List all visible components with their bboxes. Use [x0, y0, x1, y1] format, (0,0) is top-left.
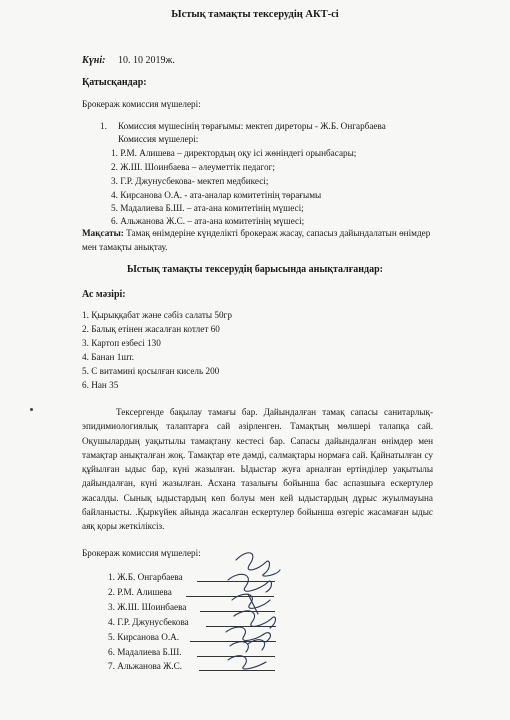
- signatory-name: 3. Ж.Ш. Шоинбаева: [108, 602, 187, 612]
- signature-stroke: [234, 611, 276, 628]
- member-item: 4. Кирсанова О.А. - ата-аналар комитетінің төрағымы: [111, 190, 322, 200]
- signatory-name: 6. Мадалиева Б.Ш.: [108, 647, 182, 657]
- document-title: Ыстық тамақты тексерудің АКТ-сі: [171, 9, 339, 20]
- purpose-text: Тамақ өнімдеріне күнделікті брокераж жасау, сапасыз дайындалатын өнімдер мен тамақты анықтау.: [82, 228, 431, 252]
- signature-stroke: [228, 574, 272, 592]
- signature-stroke: [226, 627, 270, 642]
- purpose-section: [82, 226, 432, 254]
- menu-item: 3. Картоп езбесі 130: [82, 338, 161, 348]
- findings-title: Ыстық тамақты тексерудің барысында анықталғандар:: [126, 264, 383, 275]
- signatory-name: 5. Кирсанова О.А.: [108, 632, 180, 642]
- commission-heading: Брокераж комиссия мүшелері:: [82, 99, 201, 109]
- member-item: 1. Р.М. Алишева – директордың оқу ісі жөніндегі орынбасары;: [111, 148, 357, 158]
- sign-heading: Брокераж комиссия мүшелері:: [82, 548, 201, 558]
- signature-stroke: [236, 553, 280, 576]
- signatory-name: 7. Альжанова Ж.С.: [108, 661, 183, 671]
- member-item: 2. Ж.Ш. Шоинбаева – әлеуметтік педагог;: [111, 162, 275, 172]
- members-heading: Комиссия мүшелері:: [118, 134, 199, 144]
- menu-item: 4. Банан 1шт.: [82, 352, 135, 362]
- signatory-name: 1. Ж.Б. Онгарбаева: [108, 572, 183, 582]
- menu-label: Ас мәзірі:: [82, 289, 126, 300]
- findings-paragraph: Тексергенде бақылау тамағы бар. Дайындалған тамақ сапасы санитарлық-эпидимиологиялық талаптарға сай әзірленген. Тамақтың мөлшері талапқа сай. Оқушылардың уақытылы тамақтану кестесі бар. Сапасы дайындалған өнімдер мен тамақтар анықталған жоқ. Тамақтар өте дәмді, салмақтары нормаға сай. Қайнатылған су құйылған ыдыс бар, күні жазылған. Ыдыстар жуға арналған ертінділер уақытылы дайындалған, күні жазылған. Асхана тазалығы бойынша бас аспазшыға ескертулер жасалды. Сынық ыдыстардың көп болуы мен кей ыдыстардың дұрыс жуылмауына байланысты. .Қыркүйек айында жасалған ескертулер бойынша өзгеріс жасамаған ыдыс аяқ қоры жеткіліксіз.: [82, 407, 433, 532]
- chair-text: Комиссия мүшесінің төрағымы: мектеп диреторы - Ж.Б. Онгарбаева: [118, 121, 386, 131]
- menu-item: 2. Балық етінен жасалған котлет 60: [82, 324, 220, 334]
- signatory-name: 2. Р.М. Алишева: [108, 587, 172, 597]
- margin-dot: [30, 408, 33, 411]
- participants-label: Қатысқандар:: [82, 77, 147, 88]
- signatory-name: 4. Г.Р. Джунусбекова: [108, 617, 189, 627]
- date-value: 10. 10 2019ж.: [118, 55, 175, 66]
- purpose-label: Мақсаты:: [82, 228, 124, 238]
- member-item: 3. Г.Р. Джунусбекова- мектеп медбикесі;: [111, 176, 269, 186]
- handwritten-signatures: [188, 540, 298, 680]
- menu-item: 1. Қырыққабат және сәбіз салаты 50гр: [82, 310, 232, 320]
- member-item: 6. Альжанова Ж.С. – ата-ана комитетінің мүшесі;: [111, 216, 305, 226]
- menu-item: 6. Нан 35: [82, 380, 119, 390]
- member-item: 5. Мадалиева Б.Ш. – ата-ана комитетінің мүшесі;: [111, 203, 304, 213]
- chair-number: 1.: [100, 121, 107, 131]
- signature-stroke: [230, 640, 265, 652]
- menu-item: 5. С витамині қосылған кисель 200: [82, 366, 220, 376]
- signature-stroke: [228, 656, 266, 669]
- date-label: Күні:: [82, 55, 106, 66]
